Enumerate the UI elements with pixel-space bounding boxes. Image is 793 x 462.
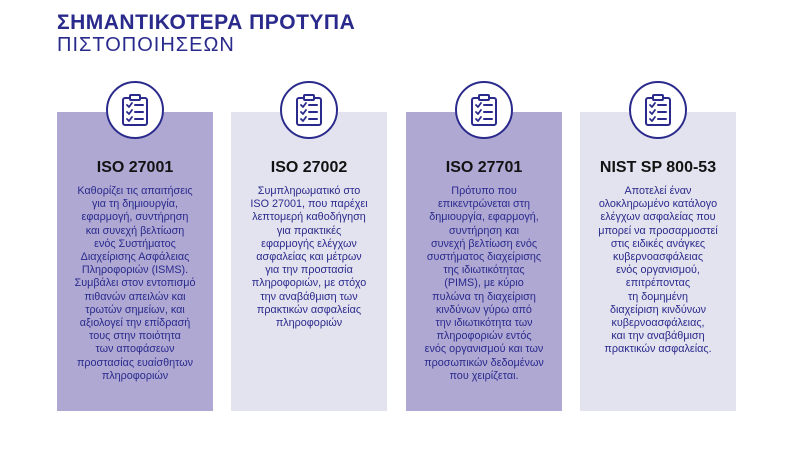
description-line: ολοκληρωμένο κατάλογο xyxy=(598,198,718,211)
description-line: κινδύνων γύρω από xyxy=(436,303,532,316)
description-line: τους στην ποιότητα xyxy=(89,330,181,343)
description-line: στις ειδικές ανάγκες xyxy=(610,237,706,250)
description-line: ασφαλείας και μέτρων xyxy=(256,251,362,264)
description-line: για πρακτικές xyxy=(276,224,342,237)
checklist-icon xyxy=(106,81,164,139)
description-line: πυλώνα τη διαχείριση xyxy=(432,290,536,303)
standard-card xyxy=(57,112,213,411)
description-line: πληροφοριών xyxy=(101,369,169,382)
description-line: πληροφοριών, με στόχο xyxy=(251,277,367,290)
description-line: ενός οργανισμού, xyxy=(616,264,700,277)
description-line: των αποφάσεων xyxy=(95,343,175,356)
card-description xyxy=(65,185,205,383)
description-line: αξιολογεί την επίδρασή xyxy=(79,317,191,330)
description-line: ελέγχων ασφαλείας που xyxy=(600,211,716,224)
standard-card xyxy=(580,112,736,411)
description-line: την αναβάθμιση των xyxy=(260,290,358,303)
description-line: Συμβάλει στον εντοπισμό xyxy=(74,277,196,290)
description-line: Καθορίζει τις απαιτήσεις xyxy=(77,185,193,197)
description-line: συντήρηση και xyxy=(449,224,519,237)
description-line: Διαχείρισης Ασφάλειας xyxy=(80,251,190,264)
description-line: ενός οργανισμού και των xyxy=(424,343,544,356)
checklist-icon xyxy=(455,81,513,139)
description-line: εφαρμογής ελέγχων xyxy=(261,237,357,250)
page-subtitle: ΠΙΣΤΟΠΟΙΗΣΕΩΝ xyxy=(57,34,235,56)
checklist-icon xyxy=(629,81,687,139)
description-line: προσωπικών δεδομένων xyxy=(424,356,544,369)
description-line: πιθανών απειλών και xyxy=(84,290,186,303)
description-line: Πληροφοριών (ISMS). xyxy=(81,264,189,277)
description-line: Πρότυπο που xyxy=(451,185,517,197)
description-line: πρακτικών ασφαλείας xyxy=(256,303,362,316)
description-line: λεπτομερή καθοδήγηση xyxy=(252,211,366,224)
card-title: ISO 27001 xyxy=(96,159,174,176)
description-line: εφαρμογή, συντήρηση xyxy=(81,211,189,224)
description-line: (PIMS), με κύριο xyxy=(444,277,524,290)
description-line: και την αναβάθμιση xyxy=(611,330,705,343)
card-description xyxy=(239,185,379,330)
card-title: NIST SP 800-53 xyxy=(599,159,717,176)
description-line: πληροφοριών xyxy=(275,317,343,330)
page-title: ΣΗΜΑΝΤΙΚΟΤΕΡΑ ΠΡΟΤΥΠΑ xyxy=(57,11,356,34)
standard-card xyxy=(406,112,562,411)
description-line: επιτρέποντας xyxy=(625,277,691,290)
description-line: που χειρίζεται. xyxy=(449,369,519,382)
standard-card xyxy=(231,112,387,411)
card-description xyxy=(588,185,728,357)
description-line: πρακτικών ασφαλείας. xyxy=(604,343,712,356)
description-line: επικεντρώνεται στη xyxy=(437,198,530,211)
description-line: κυβερνοασφάλειας, xyxy=(611,317,705,330)
description-line: κυβερνοασφάλειας xyxy=(612,251,704,264)
description-line: Συμπληρωματικό στο xyxy=(257,185,361,197)
description-line: Αποτελεί έναν xyxy=(624,185,692,197)
description-line: για τη δημιουργία, xyxy=(91,198,179,211)
description-line: την ιδιωτικότητα των xyxy=(435,317,533,330)
description-line: τρωτών σημείων, και xyxy=(85,303,185,316)
description-line: προστασίας ευαίσθητων xyxy=(76,356,194,369)
description-line: για την προστασία xyxy=(265,264,353,277)
description-line: συστήματος διαχείρισης xyxy=(426,251,542,264)
description-line: ISO 27001, που παρέχει xyxy=(250,198,368,211)
card-title: ISO 27701 xyxy=(445,159,523,176)
description-line: συνεχή βελτίωση ενός xyxy=(430,237,538,250)
checklist-icon xyxy=(280,81,338,139)
description-line: της ιδιωτικότητας xyxy=(443,264,525,277)
description-line: και συνεχή βελτίωση xyxy=(85,224,185,237)
description-line: πληροφοριών εντός xyxy=(436,330,532,343)
description-line: δημιουργία, εφαρμογή, xyxy=(429,211,539,224)
card-title: ISO 27002 xyxy=(270,159,348,176)
description-line: ενός Συστήματος xyxy=(94,237,176,250)
description-line: διαχείριση κινδύνων xyxy=(609,303,707,316)
card-description xyxy=(414,185,554,383)
description-line: μπορεί να προσαρμοστεί xyxy=(598,224,718,237)
description-line: τη δομημένη xyxy=(628,290,688,303)
